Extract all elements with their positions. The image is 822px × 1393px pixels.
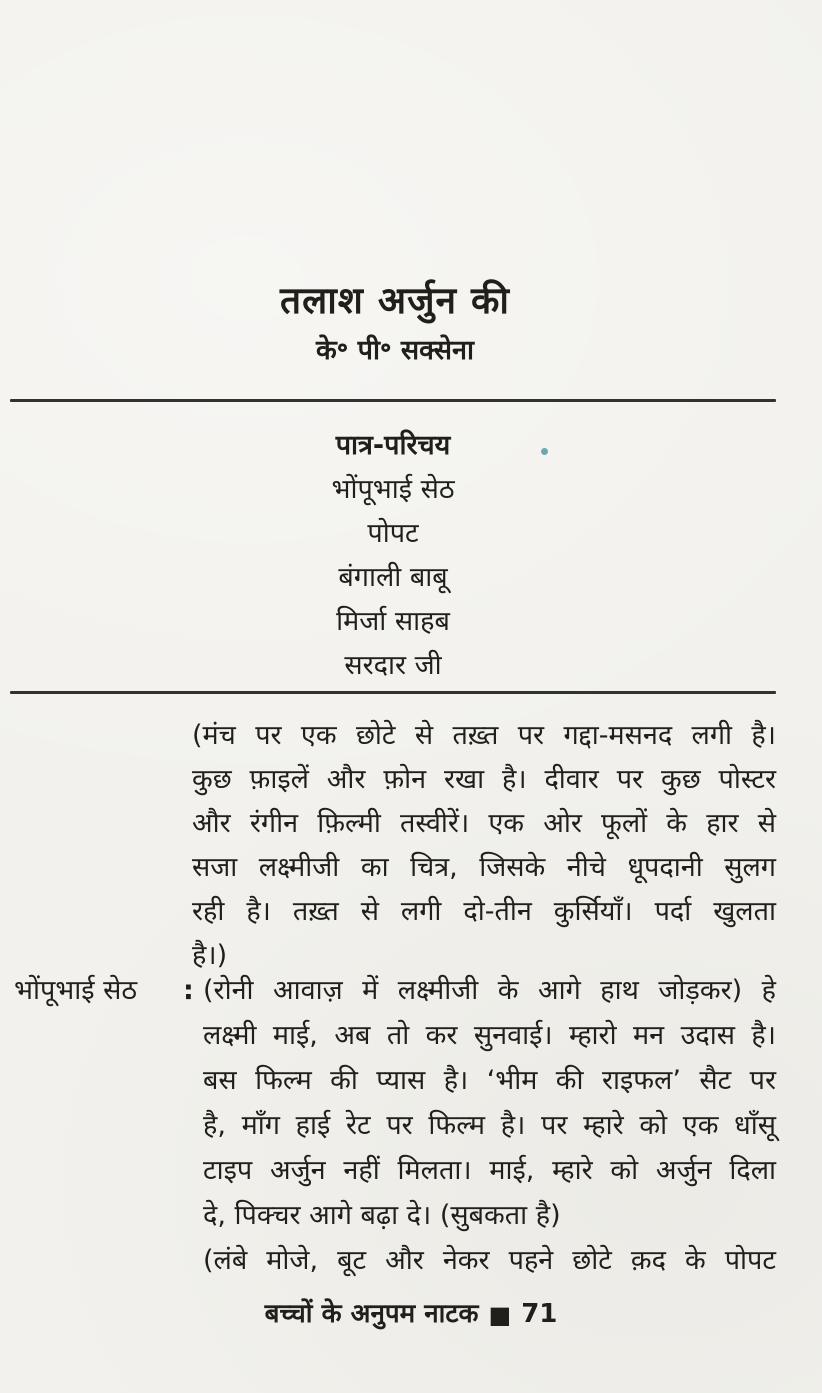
next-stage-direction-line: (लंबे मोजे, बूट और नेकर पहने छोटे क़द के पोपट xyxy=(203,1245,776,1276)
dialogue-line: बस फिल्म की प्यास है। ‘भीम की राइफल’ सैट पर xyxy=(203,1065,776,1096)
page-footer xyxy=(0,1297,822,1331)
speaker-colon: : xyxy=(183,975,194,1006)
cast-list xyxy=(0,424,786,688)
stage-direction-line: है।) xyxy=(192,940,228,971)
dialogue-text xyxy=(203,968,776,1283)
footer-book-title: बच्चों के अनुपम नाटक xyxy=(264,1299,479,1329)
horizontal-rule-bottom xyxy=(10,691,776,694)
stage-direction-line: कुछ फ़ाइलें और फ़ोन रखा है। दीवार पर कुछ पोस्टर xyxy=(192,764,776,795)
stage-direction-line: और रंगीन फ़िल्मी तस्वीरें। एक ओर फूलों के हार से xyxy=(192,808,776,839)
speaker-name: भोंपूभाई सेठ xyxy=(14,975,138,1006)
square-bullet-icon: ■ xyxy=(488,1301,512,1329)
dialogue-line: दे, पिक्चर आगे बढ़ा दे। (सुबकता है) xyxy=(203,1200,561,1231)
horizontal-rule-top xyxy=(10,399,776,402)
play-title: तलाश अर्जुन की xyxy=(280,279,510,322)
dialogue-line: है, माँग हाई रेट पर फिल्म है। पर म्हारे को एक धाँसू xyxy=(203,1110,776,1141)
cast-member: सरदार जी xyxy=(344,650,442,681)
page-number: 71 xyxy=(521,1299,558,1329)
cast-member: भोंपूभाई सेठ xyxy=(331,474,455,505)
stage-direction-line: सजा लक्ष्मीजी का चित्र, जिसके नीचे धूपदानी सुलग xyxy=(192,852,776,883)
cast-member: पोपट xyxy=(367,518,419,549)
dialogue-line: टाइप अर्जुन नहीं मिलता। माई, म्हारे को अर्जुन दिला xyxy=(203,1155,776,1186)
cast-heading: पात्र-परिचय xyxy=(335,430,451,461)
cast-member: मिर्जा साहब xyxy=(336,606,450,637)
opening-stage-direction xyxy=(192,714,776,978)
author-name: के॰ पी॰ सक्सेना xyxy=(316,335,474,366)
stage-direction-line: रही है। तख़्त से लगी दो-तीन कुर्सियाँ। पर्दा खुलता xyxy=(192,896,776,927)
dialogue-line: लक्ष्मी माई, अब तो कर सुनवाई। म्हारो मन उदास है। xyxy=(203,1020,776,1051)
stage-direction-line: (मंच पर एक छोटे से तख़्त पर गद्दा-मसनद लगी है। xyxy=(192,720,776,751)
cast-member: बंगाली बाबू xyxy=(338,562,448,593)
dialogue-line: (रोनी आवाज़ में लक्ष्मीजी के आगे हाथ जोड़कर) हे xyxy=(203,975,776,1006)
